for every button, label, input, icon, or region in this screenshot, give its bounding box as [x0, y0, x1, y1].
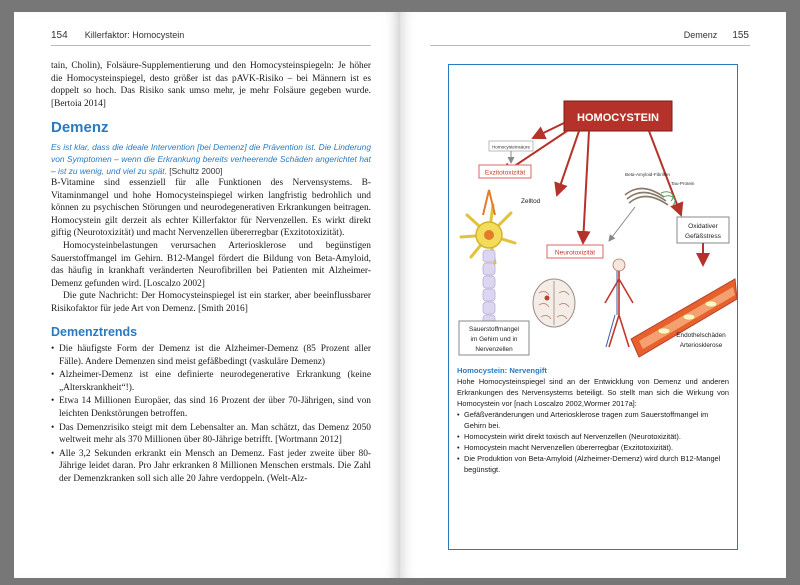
figure-title: HOMOCYSTEIN — [577, 112, 659, 124]
neuron-illustration — [461, 190, 515, 327]
left-running-head — [51, 30, 184, 41]
label-endothel: Endothelschäden — [676, 332, 726, 339]
sauerstoffmangel-tag — [459, 321, 529, 355]
exzitotoxizitaet-tag — [479, 165, 531, 178]
label-sauerstoff-line-3: Nervenzellen — [475, 346, 513, 353]
subsection-heading: Demenztrends — [51, 324, 138, 339]
figure-box — [448, 64, 738, 550]
epigraph-quote — [51, 141, 371, 177]
paragraph-2: Homocysteinbelastungen verursachen Arteriosklerose und begünstigen Sauerstoffmangel im Gehirn. B12-Mangel fördert die Bildung von Beta-Amyloid, das häufig in krankhaft veränderten Neurofibrillen bei Patienten mit Alzheimer-Demenz gefunden wird. [Loscalzo 2002] — [51, 240, 371, 289]
running-title-left: Killerfaktor: Homocystein — [84, 30, 185, 40]
list-item: • Die Produktion von Beta-Amyloid (Alzheimer-Demenz) wird durch B12-Mangel begünstigt. — [457, 453, 729, 475]
left-page — [14, 12, 400, 578]
paragraph-1: B-Vitamine sind essenziell für alle Funktionen des Nervensystems. B-Vitaminmangel und hohe Homocysteinspiegel wirken langfristig bedrohlich und können zu psychischen Störungen und neurodegenerativen Erkrankungen beitragen. Homocystein gilt derzeit als echter Killerfaktor für Nervenzellen. Es wirkt direkt giftig (Neurotoxizität) und macht Nervenzellen übererregbar (Exzitotoxizität). — [51, 177, 371, 239]
oxidativer-gefaessstress-tag — [677, 217, 729, 265]
label-sauerstoff-line-2: im Gehirn und in — [470, 336, 518, 343]
trend-list — [51, 343, 371, 486]
label-homocysteinsaeure: Homocysteinsäure — [491, 144, 531, 150]
homocystein-title-box — [564, 101, 672, 131]
caption-title: Homocystein: Nervengift — [457, 366, 547, 375]
label-gefaessstress: Gefäßstress — [685, 233, 721, 240]
list-item: • Alzheimer-Demenz ist eine definierte neurodegenerative Erkrankung (keine „Alterskrankheit“!). — [51, 369, 371, 394]
right-running-head — [684, 30, 749, 41]
neurotoxizitaet-tag — [547, 245, 603, 258]
page-number-left: 154 — [51, 30, 68, 41]
list-item: • Alle 3,2 Sekunden erkrankt ein Mensch an Demenz. Fast jeder zweite über 80-Jährige leidet daran. Pro Jahr erkranken 8 Millionen Menschen erstmals. Die Zahl der Demenzkranken soll sich alle 20 Jahre verdoppeln. (Welt-Alz- — [51, 448, 371, 486]
page-number-right: 155 — [732, 30, 749, 41]
caption-list — [457, 409, 729, 475]
body-circulation-illustration — [605, 259, 633, 347]
label-tau: Tau-Protein — [671, 181, 695, 186]
right-page — [400, 12, 786, 578]
brain-illustration — [533, 279, 575, 327]
list-item: • Etwa 14 Millionen Europäer, das sind 16 Prozent der über 70-Jährigen, sind von leichten Denkstörungen betroffen. — [51, 395, 371, 420]
list-item: • Gefäßveränderungen und Arteriosklerose tragen zum Sauerstoffmangel im Gehirn bei. — [457, 409, 729, 431]
label-exzitotoxizitaet: Exzitotoxizität — [484, 169, 526, 177]
label-beta-amyloid: Beta-Amyloid-Fibrillen — [625, 172, 670, 177]
figure-caption — [457, 365, 729, 475]
homocystein-diagram — [449, 65, 737, 360]
list-item: • Homocystein macht Nervenzellen übererregbar (Exzitotoxizität). — [457, 442, 729, 453]
quote-source: [Schultz 2000] — [169, 165, 223, 176]
section-heading: Demenz — [51, 119, 109, 137]
intro-paragraph: tain, Cholin), Folsäure-Supplementierung und den Homocysteinspiegeln: Je höher die Homocysteinspiegel, desto größer ist das pAVK-Risiko – bei Männern ist es doppelt so hoch. Das Risiko sank umso mehr, je mehr Folsäure gegeben wurde. [Bertoia 2014] — [51, 61, 371, 109]
paragraph-3: Die gute Nachricht: Der Homocysteinspiegel ist ein starker, aber beeinflussbarer Risikofaktor für jede Art von Demenz. [Smith 2016] — [51, 291, 371, 314]
label-zelltod: Zelltod — [521, 198, 541, 205]
quote-text: Es ist klar, dass die ideale Intervention [bei Demenz] die Prävention ist. Die Linderung von Symptomen – wenn die Erkrankung bereits verheerende Schäden angerichtet hat – ist zu wenig, und viel zu spät. — [51, 141, 371, 176]
label-sauerstoff-line-1: Sauerstoffmangel — [469, 326, 519, 333]
running-title-right: Demenz — [683, 30, 718, 40]
endothel-tag — [676, 332, 726, 349]
homocysteinsaeure-tag — [489, 141, 533, 163]
list-item: • Homocystein wirkt direkt toxisch auf Nervenzellen (Neurotoxizität). — [457, 431, 729, 442]
header-rule-right — [430, 45, 750, 46]
left-body — [51, 60, 371, 487]
label-arteriosklerose: Arteriosklerose — [679, 342, 723, 349]
label-neurotoxizitaet: Neurotoxizität — [554, 249, 596, 257]
label-oxidativer: Oxidativer — [688, 223, 718, 230]
list-item: • Das Demenzrisiko steigt mit dem Lebensalter an. Man schätzt, das Demenz 2050 weltweit mehr als 370 Millionen über 80-Jährige betrifft. [Wortmann 2012] — [51, 422, 371, 447]
header-rule-left — [51, 45, 371, 46]
list-item: • Die häufigste Form der Demenz ist die Alzheimer-Demenz (85 Prozent aller Fälle). Andere Demenzen sind meist gefäßbedingt (vaskuläre Demenz) — [51, 343, 371, 368]
caption-text: Hohe Homocysteinspiegel sind an der Entwicklung von Demenz und anderen Erkrankungen des Nervensystems beteiligt. So stellt man sich die Wirkung von Homocystein vor [nach Loscalzo 2002,Wormer 2017a]: — [457, 377, 729, 408]
